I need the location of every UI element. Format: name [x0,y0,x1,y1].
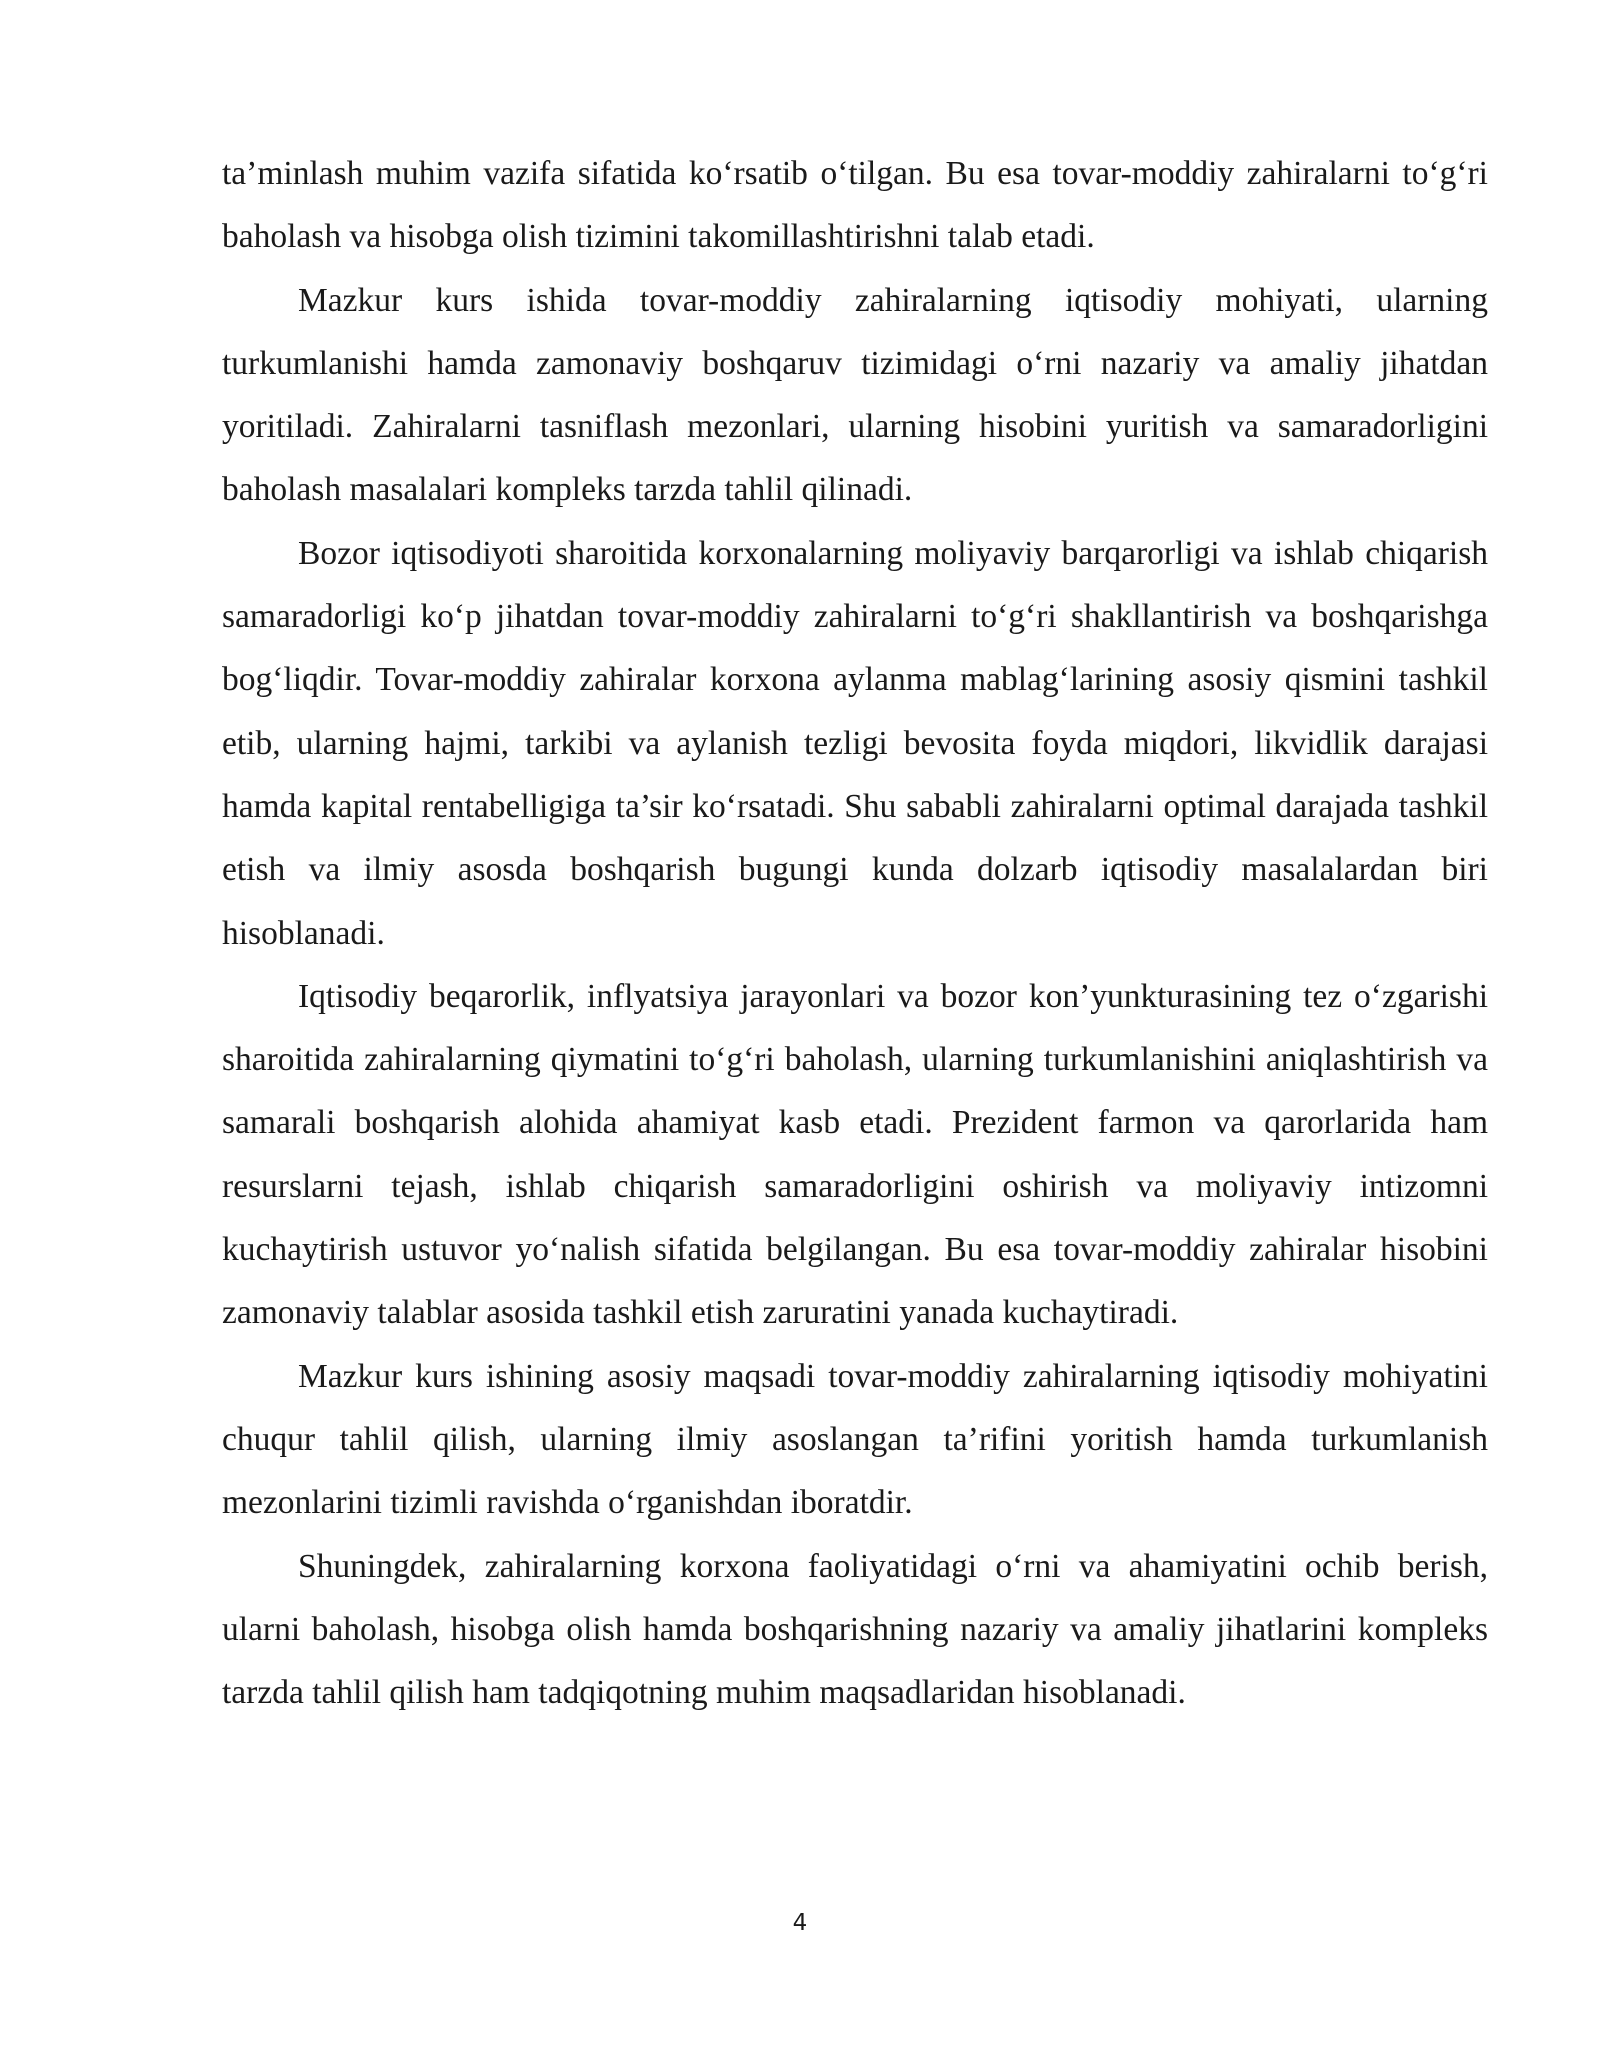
paragraph-4: Iqtisodiy beqarorlik, inflyatsiya jarayonlari va bozor kon’yunkturasining tez o‘zgarishi sharoitida zahiralarning qiymatini to‘g‘ri baholash, ularning turkumlanishini aniqlashtirish va samarali boshqarish alohida ahamiyat kasb etadi. Prezident farmon va qarorlarida ham resurslarni tejash, ishlab chiqarish samaradorligini oshirish va moliyaviy intizomni kuchaytirish ustuvor yo‘nalish sifatida belgilangan. Bu esa tovar-moddiy zahiralar hisobini zamonaviy talablar asosida tashkil etish zaruratini yanada kuchaytiradi. [222,977,1488,1332]
page-number: 4 [792,1910,808,1936]
paragraph-2: Mazkur kurs ishida tovar-moddiy zahiralarning iqtisodiy mohiyati, ularning turkumlanishi hamda zamonaviy boshqaruv tizimidagi o‘rni nazariy va amaliy jihatdan yoritiladi. Zahiralarni tasniflash mezonlari, ularning hisobini yuritish va samaradorligini baholash masalalari kompleks tarzda tahlil qilinadi. [222,281,1488,509]
paragraph-6: Shuningdek, zahiralarning korxona faoliyatidagi o‘rni va ahamiyatini ochib berish, ularni baholash, hisobga olish hamda boshqarishning nazariy va amaliy jihatlarini kompleks tarzda tahlil qilish ham tadqiqotning muhim maqsadlaridan hisoblanadi. [222,1547,1488,1712]
paragraph-3: Bozor iqtisodiyoti sharoitida korxonalarning moliyaviy barqarorligi va ishlab chiqarish samaradorligi ko‘p jihatdan tovar-moddiy zahiralarni to‘g‘ri shakllantirish va boshqarishga bog‘liqdir. Tovar-moddiy zahiralar korxona aylanma mablag‘larining asosiy qismini tashkil etib, ularning hajmi, tarkibi va aylanish tezligi bevosita foyda miqdori, likvidlik darajasi hamda kapital rentabelligiga ta’sir ko‘rsatadi. Shu sababli zahiralarni optimal darajada tashkil etish va ilmiy asosda boshqarish bugungi kunda dolzarb iqtisodiy masalalardan biri hisoblanadi. [222,534,1488,952]
paragraph-1: ta’minlash muhim vazifa sifatida ko‘rsatib o‘tilgan. Bu esa tovar-moddiy zahiralarni to‘g‘ri baholash va hisobga olish tizimini takomillashtirishni talab etadi. [222,155,1488,256]
paragraph-5: Mazkur kurs ishining asosiy maqsadi tovar-moddiy zahiralarning iqtisodiy mohiyatini chuqur tahlil qilish, ularning ilmiy asoslangan ta’rifini yoritish hamda turkumlanish mezonlarini tizimli ravishda o‘rganishdan iboratdir. [222,1357,1488,1522]
body-text [222,142,1488,1724]
